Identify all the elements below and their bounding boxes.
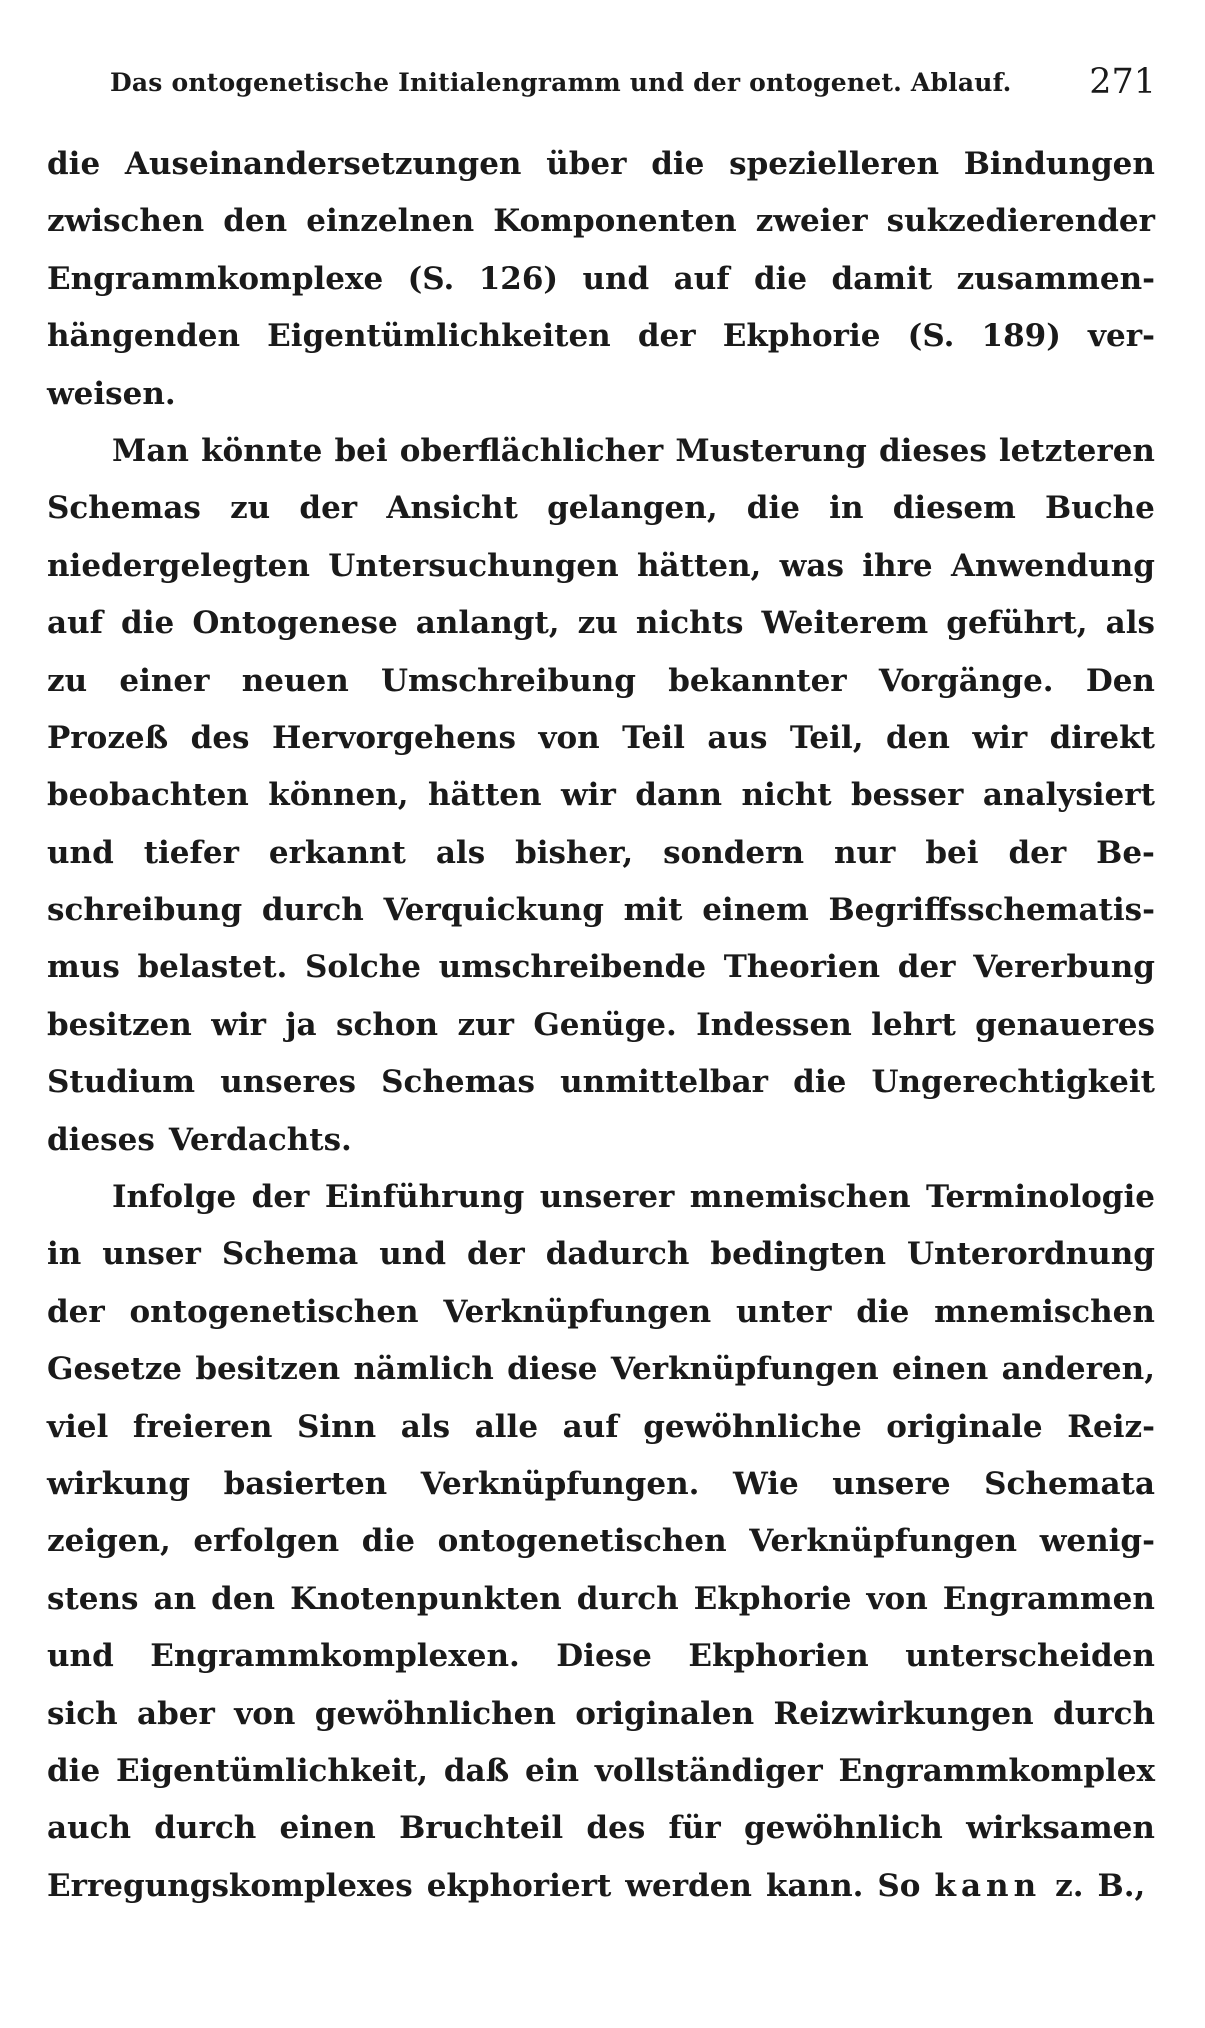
word: bedingten xyxy=(710,1236,887,1273)
text-line xyxy=(47,1858,1155,1915)
word: Teil, xyxy=(789,719,864,756)
text-line xyxy=(47,1226,1155,1283)
word: Eigentümlichkeit, xyxy=(116,1752,429,1789)
word: in xyxy=(47,1236,82,1273)
word: die xyxy=(793,1064,847,1101)
word: zu xyxy=(47,662,88,699)
word: Ekphorien xyxy=(688,1638,869,1675)
text-line xyxy=(47,1112,1155,1169)
word: Vererbung xyxy=(973,949,1155,986)
text-line xyxy=(47,1800,1155,1857)
paragraph xyxy=(47,423,1155,1169)
word: diesem xyxy=(892,490,1016,527)
word: daß xyxy=(443,1752,510,1789)
word: bei xyxy=(334,432,388,469)
text-line xyxy=(47,1054,1155,1111)
word: wirksamen xyxy=(966,1810,1155,1847)
word: Solche xyxy=(305,949,421,986)
word: für xyxy=(668,1810,721,1847)
word: Engrammkomplexe xyxy=(47,260,384,297)
word: könnte xyxy=(201,432,323,469)
word: Vorgänge. xyxy=(878,662,1054,699)
word: originale xyxy=(886,1408,1043,1445)
word: Ontogenese xyxy=(192,605,398,642)
word: spezielleren xyxy=(729,146,939,182)
word: und xyxy=(582,260,650,297)
word: neuen xyxy=(241,662,349,699)
word: Schema xyxy=(221,1236,359,1273)
word: erfolgen xyxy=(193,1523,340,1560)
word: Reiz- xyxy=(1067,1408,1155,1445)
word: alle xyxy=(474,1408,539,1445)
text-line xyxy=(47,308,1155,365)
word: dieses xyxy=(47,1121,155,1158)
word: nur xyxy=(833,834,896,871)
word: Eigentümlichkeiten xyxy=(267,318,611,355)
text-line xyxy=(47,1284,1155,1341)
text-line xyxy=(47,136,1155,193)
word: unter xyxy=(736,1293,832,1330)
word: Unterordnung xyxy=(907,1236,1155,1273)
word: dieses xyxy=(878,432,987,469)
word: mit xyxy=(623,892,683,929)
word: wir xyxy=(211,1006,266,1043)
word: 126) xyxy=(478,260,559,297)
word: einen xyxy=(891,1351,989,1388)
text-line xyxy=(47,538,1155,595)
word: aber xyxy=(137,1695,215,1732)
word: die xyxy=(47,146,101,182)
text-line xyxy=(47,193,1155,250)
word: damit xyxy=(831,260,933,297)
word: Auseinandersetzungen xyxy=(124,146,522,182)
word: als xyxy=(435,834,486,871)
word: durch xyxy=(261,892,364,929)
word: kann. xyxy=(765,1867,864,1904)
word: wir xyxy=(972,719,1028,756)
word: können, xyxy=(268,777,409,814)
word: Infolge xyxy=(112,1179,237,1216)
word: gewöhnlich xyxy=(744,1810,943,1847)
word: und xyxy=(47,1638,114,1675)
word: Verdachts. xyxy=(168,1121,352,1158)
word: auf xyxy=(562,1408,619,1445)
running-head xyxy=(110,62,1160,112)
word: des xyxy=(586,1810,646,1847)
word: Teil xyxy=(622,719,685,756)
word: ihre xyxy=(862,547,933,584)
word: des xyxy=(190,719,250,756)
word: der xyxy=(251,1179,310,1216)
word: Studium xyxy=(47,1064,196,1101)
word: besitzen xyxy=(195,1351,341,1388)
word: nicht xyxy=(741,777,832,814)
word: über xyxy=(546,146,627,182)
word: die xyxy=(746,490,800,527)
word: (S. xyxy=(407,260,455,297)
word: nichts xyxy=(635,605,744,642)
text-line xyxy=(47,423,1155,480)
word: Bindungen xyxy=(963,146,1155,182)
paragraph xyxy=(47,1169,1155,1915)
word: zweier xyxy=(755,203,868,240)
text-line xyxy=(47,653,1155,710)
word: die xyxy=(856,1293,910,1330)
text-line xyxy=(47,939,1155,996)
word: gelangen, xyxy=(547,490,718,527)
word: werden xyxy=(625,1867,752,1904)
word: Begriffsschematis- xyxy=(828,892,1155,929)
word: zusammen- xyxy=(956,260,1155,297)
word: beobachten xyxy=(47,777,249,814)
text-line xyxy=(47,1628,1155,1685)
text-line xyxy=(47,882,1155,939)
word: umschreibende xyxy=(438,949,707,986)
word: Theorien xyxy=(723,949,881,986)
word: Diese xyxy=(556,1638,652,1675)
word: unterscheiden xyxy=(905,1638,1155,1675)
word: wenig- xyxy=(1039,1523,1155,1560)
word: Verquickung xyxy=(383,892,604,929)
body-text xyxy=(47,136,1155,1915)
word: einer xyxy=(119,662,210,699)
word: Man xyxy=(112,432,189,469)
word: auf xyxy=(47,605,103,642)
word: auf xyxy=(673,260,730,297)
word: Ekphorie xyxy=(693,1580,852,1617)
word: Verknüpfungen xyxy=(749,1523,1018,1560)
word: einzelnen xyxy=(306,203,475,240)
word: (S. xyxy=(907,318,955,355)
word: ontogenetischen xyxy=(437,1523,727,1560)
word: Indessen xyxy=(696,1006,852,1043)
word: hätten, xyxy=(637,547,762,584)
word: Ansicht xyxy=(386,490,518,527)
word: unser xyxy=(102,1236,201,1273)
word: wir xyxy=(560,777,616,814)
word: Untersuchungen xyxy=(328,547,619,584)
text-line xyxy=(47,997,1155,1054)
word: originalen xyxy=(575,1695,755,1732)
word: unserer xyxy=(539,1179,675,1216)
word: an xyxy=(153,1580,197,1617)
text-line xyxy=(47,595,1155,652)
word: bisher, xyxy=(515,834,634,871)
word: der xyxy=(897,949,956,986)
word: 189) xyxy=(981,318,1061,355)
text-line xyxy=(47,767,1155,824)
word: Den xyxy=(1085,662,1155,699)
word: der xyxy=(466,1236,525,1273)
word: was xyxy=(779,547,844,584)
word: von xyxy=(538,719,600,756)
word: zur xyxy=(457,1006,514,1043)
word: genaueres xyxy=(975,1006,1155,1043)
word: So xyxy=(877,1867,921,1904)
word: ver- xyxy=(1088,318,1155,355)
word: freieren xyxy=(132,1408,273,1445)
word: vollständiger xyxy=(594,1752,823,1789)
word: nämlich xyxy=(353,1351,494,1388)
word: Buche xyxy=(1045,490,1155,527)
paragraph xyxy=(47,136,1155,423)
text-line xyxy=(47,710,1155,767)
word: Erregungskomplexes xyxy=(47,1867,413,1904)
word: Schemas xyxy=(381,1064,535,1101)
word: Bruchteil xyxy=(399,1810,564,1847)
text-line xyxy=(47,480,1155,537)
word: basierten xyxy=(223,1465,388,1502)
word: schon xyxy=(336,1006,439,1043)
word: Engrammkomplex xyxy=(838,1752,1155,1789)
word: aus xyxy=(707,719,768,756)
word: Engrammen xyxy=(942,1580,1155,1617)
word: zeigen, xyxy=(47,1523,171,1560)
word: besser xyxy=(851,777,964,814)
word: stens xyxy=(47,1580,139,1617)
word: anlangt, xyxy=(415,605,560,642)
word: Genüge. xyxy=(533,1006,677,1043)
word: Umschreibung xyxy=(381,662,636,699)
word: mus xyxy=(47,949,120,986)
word: von xyxy=(234,1695,296,1732)
word: Wie xyxy=(732,1465,799,1502)
word: Reizwirkungen xyxy=(773,1695,1034,1732)
word: Hervorgehens xyxy=(271,719,516,756)
word: kann xyxy=(934,1867,1042,1904)
word: einem xyxy=(702,892,809,929)
word: geführt, xyxy=(946,605,1088,642)
word: Einführung xyxy=(324,1179,525,1216)
word: B., xyxy=(1097,1867,1146,1904)
word: besitzen xyxy=(47,1006,192,1043)
word: zwischen xyxy=(47,203,205,240)
word: dann xyxy=(635,777,723,814)
text-line xyxy=(47,366,1155,423)
word: hätten xyxy=(428,777,542,814)
word: ontogenetischen xyxy=(129,1293,419,1330)
word: von xyxy=(866,1580,928,1617)
word: unmittelbar xyxy=(560,1064,768,1101)
word: erkannt xyxy=(268,834,406,871)
word: direkt xyxy=(1049,719,1155,756)
word: Ekphorie xyxy=(722,318,881,355)
text-line xyxy=(47,1571,1155,1628)
text-line xyxy=(47,251,1155,308)
word: den xyxy=(211,1580,276,1617)
word: gewöhnlichen xyxy=(314,1695,556,1732)
word: weisen. xyxy=(47,375,176,412)
word: als xyxy=(1105,605,1155,642)
word: zu xyxy=(230,490,271,527)
word: Weiterem xyxy=(761,605,929,642)
word: ja xyxy=(285,1006,317,1043)
text-line xyxy=(47,1341,1155,1398)
text-line xyxy=(47,1743,1155,1800)
word: der xyxy=(299,490,358,527)
word: Komponenten xyxy=(493,203,737,240)
word: letzteren xyxy=(998,432,1155,469)
word: hängenden xyxy=(47,318,241,355)
word: der xyxy=(637,318,696,355)
word: durch xyxy=(154,1810,257,1847)
word: bei xyxy=(925,834,979,871)
word: und xyxy=(47,834,114,871)
text-line xyxy=(47,1399,1155,1456)
word: zu xyxy=(577,605,618,642)
word: lehrt xyxy=(871,1006,956,1043)
word: der xyxy=(47,1293,105,1330)
word: Be- xyxy=(1096,834,1155,871)
word: gewöhnliche xyxy=(643,1408,862,1445)
word: schreibung xyxy=(47,892,243,929)
word: dadurch xyxy=(545,1236,690,1273)
text-line xyxy=(47,1513,1155,1570)
word: viel xyxy=(47,1408,109,1445)
word: den xyxy=(885,719,950,756)
text-line xyxy=(47,1456,1155,1513)
word: die xyxy=(753,260,808,297)
word: diese xyxy=(507,1351,598,1388)
word: Schemata xyxy=(984,1465,1155,1502)
word: sich xyxy=(47,1695,118,1732)
word: mnemischen xyxy=(934,1293,1155,1330)
word: Verknüpfungen xyxy=(610,1351,879,1388)
word: unsere xyxy=(832,1465,951,1502)
word: Engrammkomplexen. xyxy=(150,1638,520,1675)
word: die xyxy=(361,1523,415,1560)
word: belastet. xyxy=(137,949,288,986)
page-number: 271 xyxy=(1089,62,1156,102)
word: und xyxy=(379,1236,447,1273)
word: einen xyxy=(279,1810,376,1847)
word: niedergelegten xyxy=(47,547,310,584)
word: tiefer xyxy=(143,834,239,871)
word: auch xyxy=(47,1810,132,1847)
word: die xyxy=(651,146,705,182)
word: Schemas xyxy=(47,490,201,527)
word: durch xyxy=(576,1580,679,1617)
text-line xyxy=(47,1169,1155,1226)
word: Gesetze xyxy=(47,1351,183,1388)
word: Terminologie xyxy=(925,1179,1155,1216)
word: analysiert xyxy=(982,777,1155,814)
word: die xyxy=(47,1752,101,1789)
running-title: Das ontogenetische Initialengramm und der ontogenet. Ablauf. xyxy=(110,68,1012,97)
word: oberflächlicher xyxy=(399,432,664,469)
word: Musterung xyxy=(675,432,867,469)
word: ein xyxy=(525,1752,580,1789)
word: als xyxy=(400,1408,451,1445)
word: Verknüpfungen xyxy=(443,1293,712,1330)
text-line xyxy=(47,1686,1155,1743)
word: Prozeß xyxy=(47,719,169,756)
word: die xyxy=(121,605,175,642)
word: ekphoriert xyxy=(426,1867,612,1904)
text-line xyxy=(47,825,1155,882)
word: Ungerechtigkeit xyxy=(871,1064,1155,1101)
word: Verknüpfungen. xyxy=(420,1465,700,1502)
word: Sinn xyxy=(296,1408,377,1445)
word: der xyxy=(1008,834,1067,871)
word: sukzedierender xyxy=(886,203,1155,240)
word: unseres xyxy=(220,1064,356,1101)
word: mnemischen xyxy=(689,1179,911,1216)
word: anderen, xyxy=(1001,1351,1155,1388)
word: z. xyxy=(1055,1867,1084,1904)
word: Knotenpunkten xyxy=(290,1580,562,1617)
word: Anwendung xyxy=(950,547,1155,584)
word: durch xyxy=(1053,1695,1155,1732)
word: sondern xyxy=(663,834,805,871)
word: in xyxy=(829,490,864,527)
word: den xyxy=(223,203,288,240)
word: bekannter xyxy=(668,662,847,699)
word: wirkung xyxy=(47,1465,191,1502)
